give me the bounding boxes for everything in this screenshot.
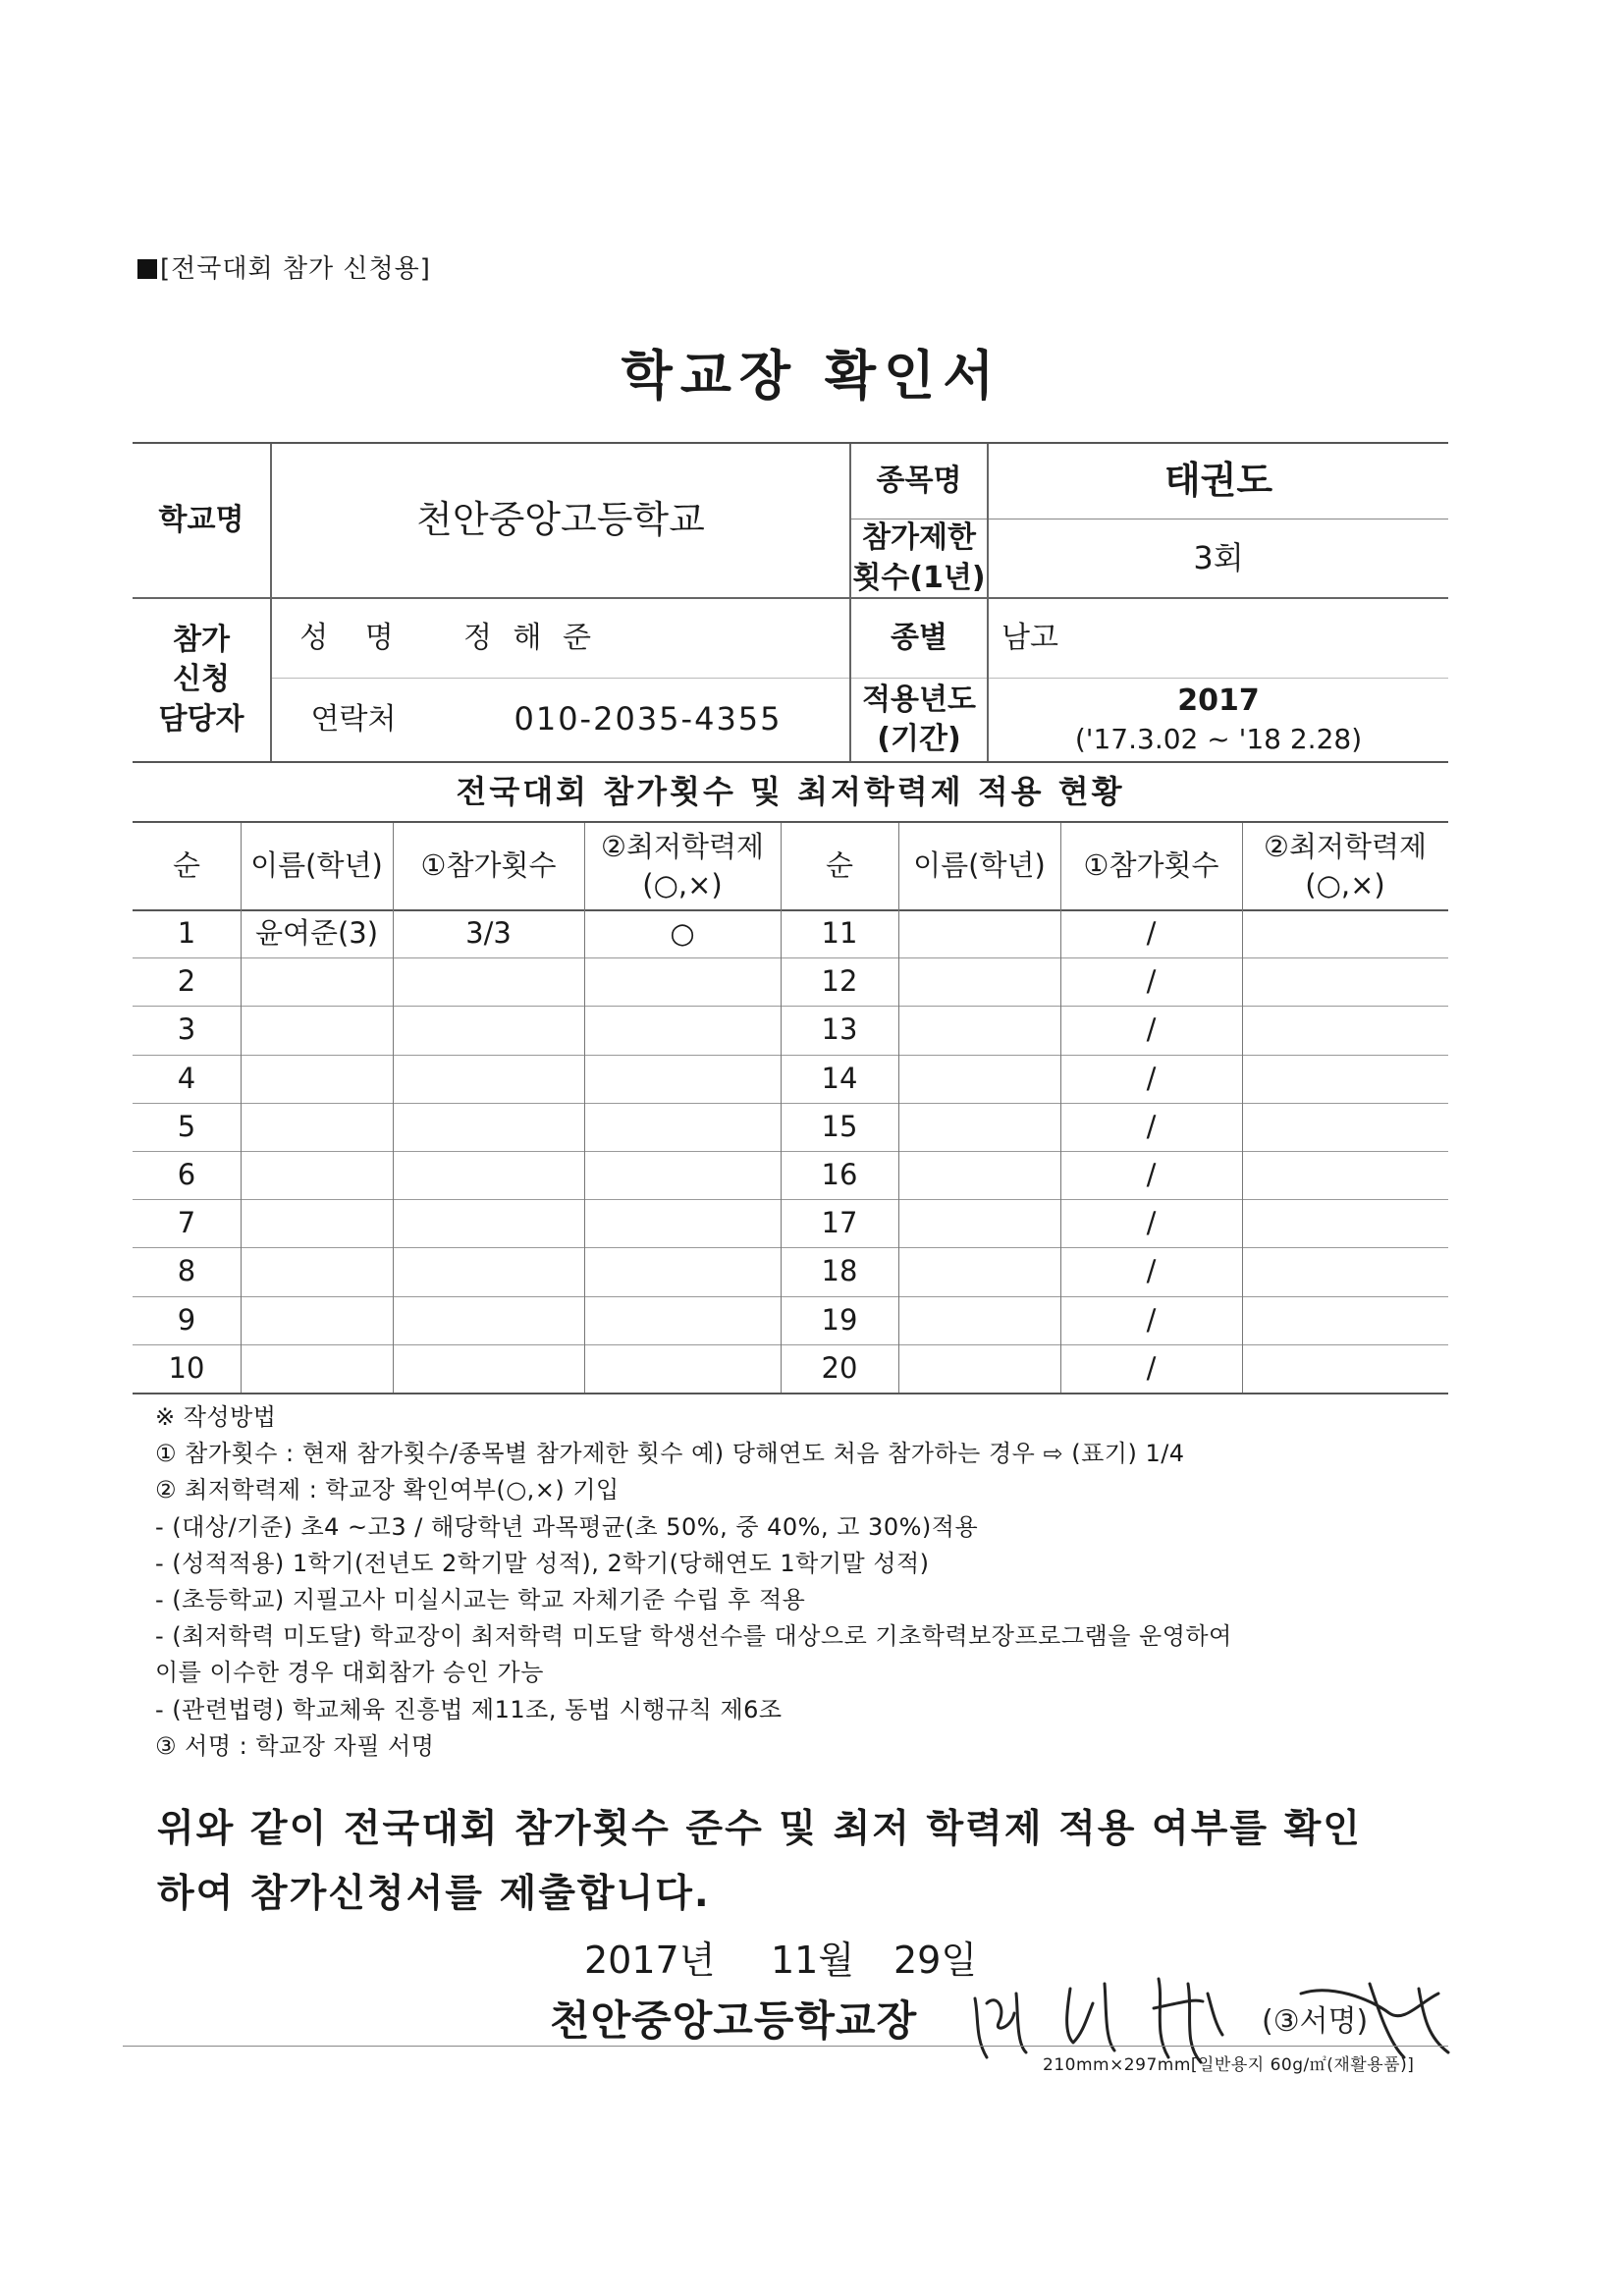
column-header-name: 이름(학년) [913, 848, 1046, 883]
table-cell [1242, 1296, 1448, 1344]
school-name: 천안중앙고등학교 [416, 498, 705, 542]
divider [133, 761, 1448, 763]
table-cell: 2 [177, 964, 196, 999]
name-value: 정 해 준 [462, 620, 597, 655]
column-divider [393, 823, 394, 1393]
table-cell: 18 [821, 1254, 858, 1288]
table-cell: 12 [821, 964, 858, 999]
table-cell: / [1146, 1012, 1157, 1047]
svg-text:(③서명): (③서명) [1262, 2004, 1369, 2039]
table-cell [898, 1006, 1060, 1054]
table-cell: / [1146, 1109, 1157, 1143]
table-cell: / [1146, 964, 1157, 999]
table-cell: 15 [821, 1109, 858, 1143]
footer-rule [123, 2046, 1448, 2047]
column-header-count: ①참가횟수 [1083, 848, 1219, 883]
column-header-name: 이름(학년) [250, 848, 383, 883]
square-bullet-icon [137, 259, 157, 279]
table-cell: / [1146, 1158, 1157, 1192]
note-line: ① 참가횟수 : 현재 참가횟수/종목별 참가제한 횟수 예) 당해연도 처음 참가하는 경우 ⇨ (표기) 1/4 [155, 1440, 1185, 1468]
column-header-min-academic [584, 823, 781, 909]
category-label: 종별 [891, 620, 947, 655]
note-line: - (관련법령) 학교체육 진흥법 제11조, 동법 시행규칙 제6조 [155, 1695, 783, 1723]
table-cell: 윤여준(3) [254, 916, 379, 951]
table-cell [898, 909, 1060, 957]
note-line: - (최저학력 미도달) 학교장이 최저학력 미도달 학생선수를 대상으로 기초학력보장프로그램을 운영하여 [155, 1622, 1232, 1651]
table-cell [1242, 1199, 1448, 1247]
year-label: 적용년도 (기간) [862, 682, 976, 756]
note-line: - (초등학교) 지필고사 미실시교는 학교 자체기준 수립 후 적용 [155, 1585, 806, 1613]
table-cell: 3 [177, 1012, 196, 1047]
table-cell: / [1146, 1206, 1157, 1240]
table-cell [898, 1296, 1060, 1344]
note-line: - (성적적용) 1학기(전년도 2학기말 성적), 2학기(당해연도 1학기말 성적) [155, 1549, 930, 1577]
table-cell [393, 1199, 584, 1247]
sport-label: 종목명 [876, 463, 962, 498]
table-cell: 17 [821, 1206, 858, 1240]
table-cell: 6 [177, 1158, 196, 1192]
table-cell [393, 1344, 584, 1393]
date-month: 11월 [771, 1939, 855, 1982]
table-cell [241, 1006, 393, 1054]
row-divider [133, 1393, 1448, 1394]
table-cell [241, 1151, 393, 1199]
contact-value: 010-2035-4355 [514, 700, 783, 738]
table-cell: 9 [177, 1302, 196, 1337]
table-cell: 4 [177, 1061, 196, 1095]
name-label: 성 명 [299, 620, 407, 655]
date-year: 2017년 [584, 1939, 716, 1982]
table-cell [898, 1151, 1060, 1199]
table-cell [584, 1055, 781, 1103]
table-cell [1242, 909, 1448, 957]
table-cell [584, 1344, 781, 1393]
column-divider [898, 823, 899, 1393]
column-divider [1242, 823, 1243, 1393]
header-text: (○,×) [642, 868, 723, 902]
table-cell: 10 [168, 1350, 205, 1385]
table-cell [393, 1151, 584, 1199]
table-cell: 14 [821, 1061, 858, 1095]
form-type-tag: [전국대회 참가 신청용] [137, 248, 431, 285]
table-cell [898, 1199, 1060, 1247]
table-cell [898, 1247, 1060, 1295]
table-cell [393, 1103, 584, 1151]
table-cell [898, 1344, 1060, 1393]
table-cell [1242, 1103, 1448, 1151]
table-cell [584, 1103, 781, 1151]
table-cell: 7 [177, 1206, 196, 1240]
table-cell [1242, 957, 1448, 1006]
table-cell [898, 957, 1060, 1006]
table-cell [1242, 1344, 1448, 1393]
sport-value: 태권도 [1163, 459, 1273, 503]
table-cell: / [1146, 1061, 1157, 1095]
paper-spec: 210mm×297mm[일반용지 60g/㎡(재활용품)] [1043, 2055, 1415, 2075]
table-cell [241, 1199, 393, 1247]
table-cell [241, 1103, 393, 1151]
table-cell [584, 1199, 781, 1247]
table-cell [584, 957, 781, 1006]
table-cell [241, 1344, 393, 1393]
table-cell [241, 1247, 393, 1295]
notes [155, 1399, 1232, 1765]
column-header-count: ①참가횟수 [420, 848, 557, 883]
limit-value: 3회 [1193, 538, 1244, 576]
note-line: 이를 이수한 경우 대회참가 승인 가능 [155, 1659, 544, 1687]
table-cell: ○ [670, 916, 695, 951]
signer-name: 천안중앙고등학교장 [550, 1996, 918, 2045]
table-cell: 8 [177, 1254, 196, 1288]
table-cell [1242, 1151, 1448, 1199]
table-cell: / [1146, 1302, 1157, 1337]
note-line: - (대상/기준) 초4 ~고3 / 해당학년 과목평균(초 50%, 중 40%, 고 30%)적용 [155, 1512, 979, 1541]
note-line: ② 최저학력제 : 학교장 확인여부(○,×) 기입 [155, 1476, 620, 1504]
column-divider [241, 823, 242, 1393]
table-cell: 19 [821, 1302, 858, 1337]
table-cell [898, 1103, 1060, 1151]
table-cell: 13 [821, 1012, 858, 1047]
table-cell: 1 [177, 916, 196, 951]
table-cell: 5 [177, 1109, 196, 1143]
table-cell [393, 1055, 584, 1103]
year-value: 2017 ('17.3.02 ~ '18 2.28) [1074, 683, 1363, 756]
table-cell [393, 1006, 584, 1054]
table-cell [241, 957, 393, 1006]
table-cell [584, 1247, 781, 1295]
header-text: ②최저학력제 [1263, 829, 1428, 863]
date-day: 29일 [893, 1939, 978, 1982]
table-cell [1242, 1006, 1448, 1054]
column-divider [584, 823, 585, 1393]
column-divider [781, 823, 782, 1393]
table-cell: / [1146, 1254, 1157, 1288]
table-cell [241, 1296, 393, 1344]
table-cell [241, 1055, 393, 1103]
contact-label: 연락처 [310, 701, 397, 737]
table-cell [1242, 1055, 1448, 1103]
table-cell: 16 [821, 1158, 858, 1192]
table-cell [393, 1247, 584, 1295]
table-cell: 11 [821, 916, 858, 951]
header-text: (○,×) [1305, 868, 1385, 902]
note-line: ※ 작성방법 [155, 1403, 277, 1431]
table-cell [898, 1055, 1060, 1103]
school-label: 학교명 [158, 502, 244, 537]
table-cell: 3/3 [465, 916, 512, 951]
declaration: 위와 같이 전국대회 참가횟수 준수 및 최저 학력제 적용 여부를 확인 하여 참가신청서를 제출합니다. [157, 1807, 1362, 1917]
table-cell [584, 1296, 781, 1344]
table-cell: / [1146, 916, 1157, 951]
table-cell: / [1146, 1350, 1157, 1385]
column-divider [1060, 823, 1061, 1393]
page-title: 학교장 확인서 [621, 345, 1002, 407]
table-cell [1242, 1247, 1448, 1295]
limit-label: 참가제한 횟수(1년) [852, 520, 986, 595]
table-cell [393, 1296, 584, 1344]
column-header-num: 순 [172, 848, 200, 883]
column-header-min-academic [1242, 823, 1448, 909]
table-cell [584, 1151, 781, 1199]
applicant-label: 참가 신청 담당자 [158, 622, 244, 737]
note-line: ③ 서명 : 학교장 자필 서명 [155, 1731, 435, 1760]
header-text: ②최저학력제 [600, 829, 765, 863]
table-cell [393, 957, 584, 1006]
table-cell [584, 1006, 781, 1054]
status-title: 전국대회 참가횟수 및 최저학력제 적용 현황 [456, 773, 1125, 811]
category-value: 남고 [1001, 620, 1058, 655]
column-header-num: 순 [825, 848, 853, 883]
table-cell: 20 [821, 1350, 858, 1385]
